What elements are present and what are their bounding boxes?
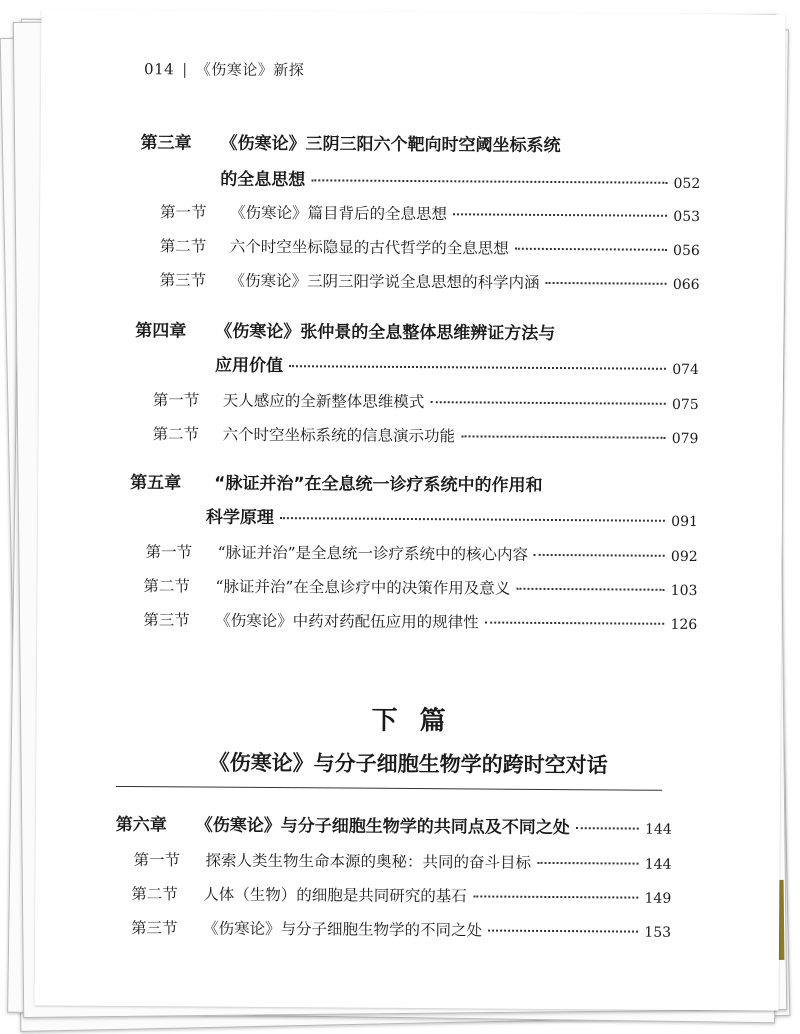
running-head-separator: | xyxy=(182,60,188,79)
toc-section-entry[interactable] xyxy=(131,882,671,908)
dot-leader xyxy=(534,554,665,557)
section-label: 第二节 xyxy=(131,885,178,904)
section-title: 《伤寒论》与分子细胞生物学的不同之处 xyxy=(203,919,483,940)
toc-section-entry[interactable] xyxy=(133,848,671,874)
section-title: 《伤寒论》篇目背后的全息思想 xyxy=(230,203,448,224)
page-ref: 092 xyxy=(670,548,698,566)
running-head xyxy=(144,58,304,80)
chapter-title: 《伤寒论》三阴三阳六个靶向时空阈坐标系统 xyxy=(220,133,561,157)
toc-section-entry[interactable] xyxy=(160,268,700,294)
dot-leader xyxy=(311,179,667,183)
page-ref: 075 xyxy=(671,396,699,414)
dot-leader xyxy=(485,622,665,625)
section-label: 第二节 xyxy=(152,425,200,444)
dot-leader xyxy=(473,895,639,898)
section-label: 第三节 xyxy=(143,611,190,630)
page-ref: 079 xyxy=(671,430,699,448)
dot-leader xyxy=(516,588,664,591)
dot-leader xyxy=(488,930,638,933)
dot-leader xyxy=(453,213,667,216)
toc-section-entry[interactable] xyxy=(152,422,698,448)
toc-section-entry[interactable] xyxy=(131,916,671,942)
toc-section-entry[interactable] xyxy=(153,388,699,414)
chapter-label: 第六章 xyxy=(115,814,167,836)
dot-leader xyxy=(546,282,667,285)
dot-leader xyxy=(537,862,639,865)
page-ref: 126 xyxy=(670,616,698,634)
dot-leader xyxy=(515,248,667,251)
dot-leader xyxy=(461,435,666,438)
chapter-title-continuation: 的全息思想 xyxy=(220,169,306,191)
page-ref: 056 xyxy=(673,242,700,260)
dot-leader xyxy=(280,517,665,522)
toc-section-entry[interactable] xyxy=(160,234,700,260)
section-label: 第一节 xyxy=(133,851,181,870)
section-label: 第三节 xyxy=(131,919,178,938)
dot-leader xyxy=(576,827,639,829)
toc-section-entry[interactable] xyxy=(160,200,700,226)
divider-rule xyxy=(116,786,662,791)
toc-chapter-entry[interactable] xyxy=(140,128,700,157)
toc-chapter-entry[interactable] xyxy=(130,468,698,497)
chapter-label: 第五章 xyxy=(130,473,182,494)
section-label: 第一节 xyxy=(152,391,200,410)
toc-section-entry[interactable] xyxy=(143,608,697,634)
page-ref: 091 xyxy=(671,513,698,531)
section-title: 天人感应的全新整体思维模式 xyxy=(222,391,425,412)
toc-section-entry[interactable] xyxy=(143,574,697,600)
page-ref: 149 xyxy=(644,890,672,907)
section-title: “脉证并治”是全息统一诊疗系统中的核心内容 xyxy=(217,543,529,564)
section-title: 六个时空坐标系统的信息演示功能 xyxy=(222,425,456,446)
part-subtitle: 《伤寒论》与分子细胞生物学的跨时空对话 xyxy=(208,750,608,778)
toc-chapter-entry[interactable] xyxy=(116,810,672,839)
page-ref: 153 xyxy=(644,924,672,941)
dot-leader xyxy=(430,401,666,405)
page-ref: 144 xyxy=(644,821,672,838)
chapter-title-continuation: 应用价值 xyxy=(214,355,284,377)
section-title: 人体（生物）的细胞是共同研究的基石 xyxy=(203,885,467,906)
chapter-title: 《伤寒论》与分子细胞生物学的共同点及不同之处 xyxy=(195,815,570,839)
section-title: 《伤寒论》三阴三阳学说全息思想的科学内涵 xyxy=(229,271,540,292)
toc-chapter-entry-continuation[interactable] xyxy=(206,503,698,531)
chapter-title: “脉证并治”在全息统一诊疗系统中的作用和 xyxy=(214,473,543,496)
section-title: 探索人类生物生命本源的奥秘：共同的奋斗目标 xyxy=(205,851,532,872)
section-label: 第二节 xyxy=(159,237,207,256)
chapter-label: 第三章 xyxy=(140,133,192,154)
chapter-title: 《伤寒论》张仲景的全息整体思维辨证方法与 xyxy=(215,321,556,345)
book-title: 《伤寒论》新探 xyxy=(195,60,305,80)
section-label: 第二节 xyxy=(143,577,191,596)
toc-page xyxy=(35,9,786,1010)
page-number: 014 xyxy=(144,60,175,79)
toc-chapter-entry-continuation[interactable] xyxy=(215,351,699,379)
section-label: 第三节 xyxy=(159,271,207,290)
section-title: 《伤寒论》中药对药配伍应用的规律性 xyxy=(215,611,479,632)
page-ref: 052 xyxy=(673,175,701,193)
toc-section-entry[interactable] xyxy=(146,540,698,566)
chapter-title-continuation: 科学原理 xyxy=(205,507,275,529)
chapter-label: 第四章 xyxy=(135,321,187,342)
part-title: 下篇 xyxy=(371,705,468,737)
toc-chapter-entry[interactable] xyxy=(135,316,699,345)
section-label: 第一节 xyxy=(160,203,207,222)
page-ref: 066 xyxy=(672,276,700,294)
dot-leader xyxy=(289,365,666,370)
toc-chapter-entry-continuation[interactable] xyxy=(220,165,700,193)
section-title: “脉证并治”在全息诊疗中的决策作用及意义 xyxy=(215,577,511,598)
page-ref: 144 xyxy=(644,856,672,873)
page-ref: 103 xyxy=(670,582,698,600)
page-ref: 053 xyxy=(673,208,701,226)
section-label: 第一节 xyxy=(145,543,193,562)
section-title: 六个时空坐标隐显的古代哲学的全息思想 xyxy=(229,237,509,258)
page-ref: 074 xyxy=(672,361,700,379)
